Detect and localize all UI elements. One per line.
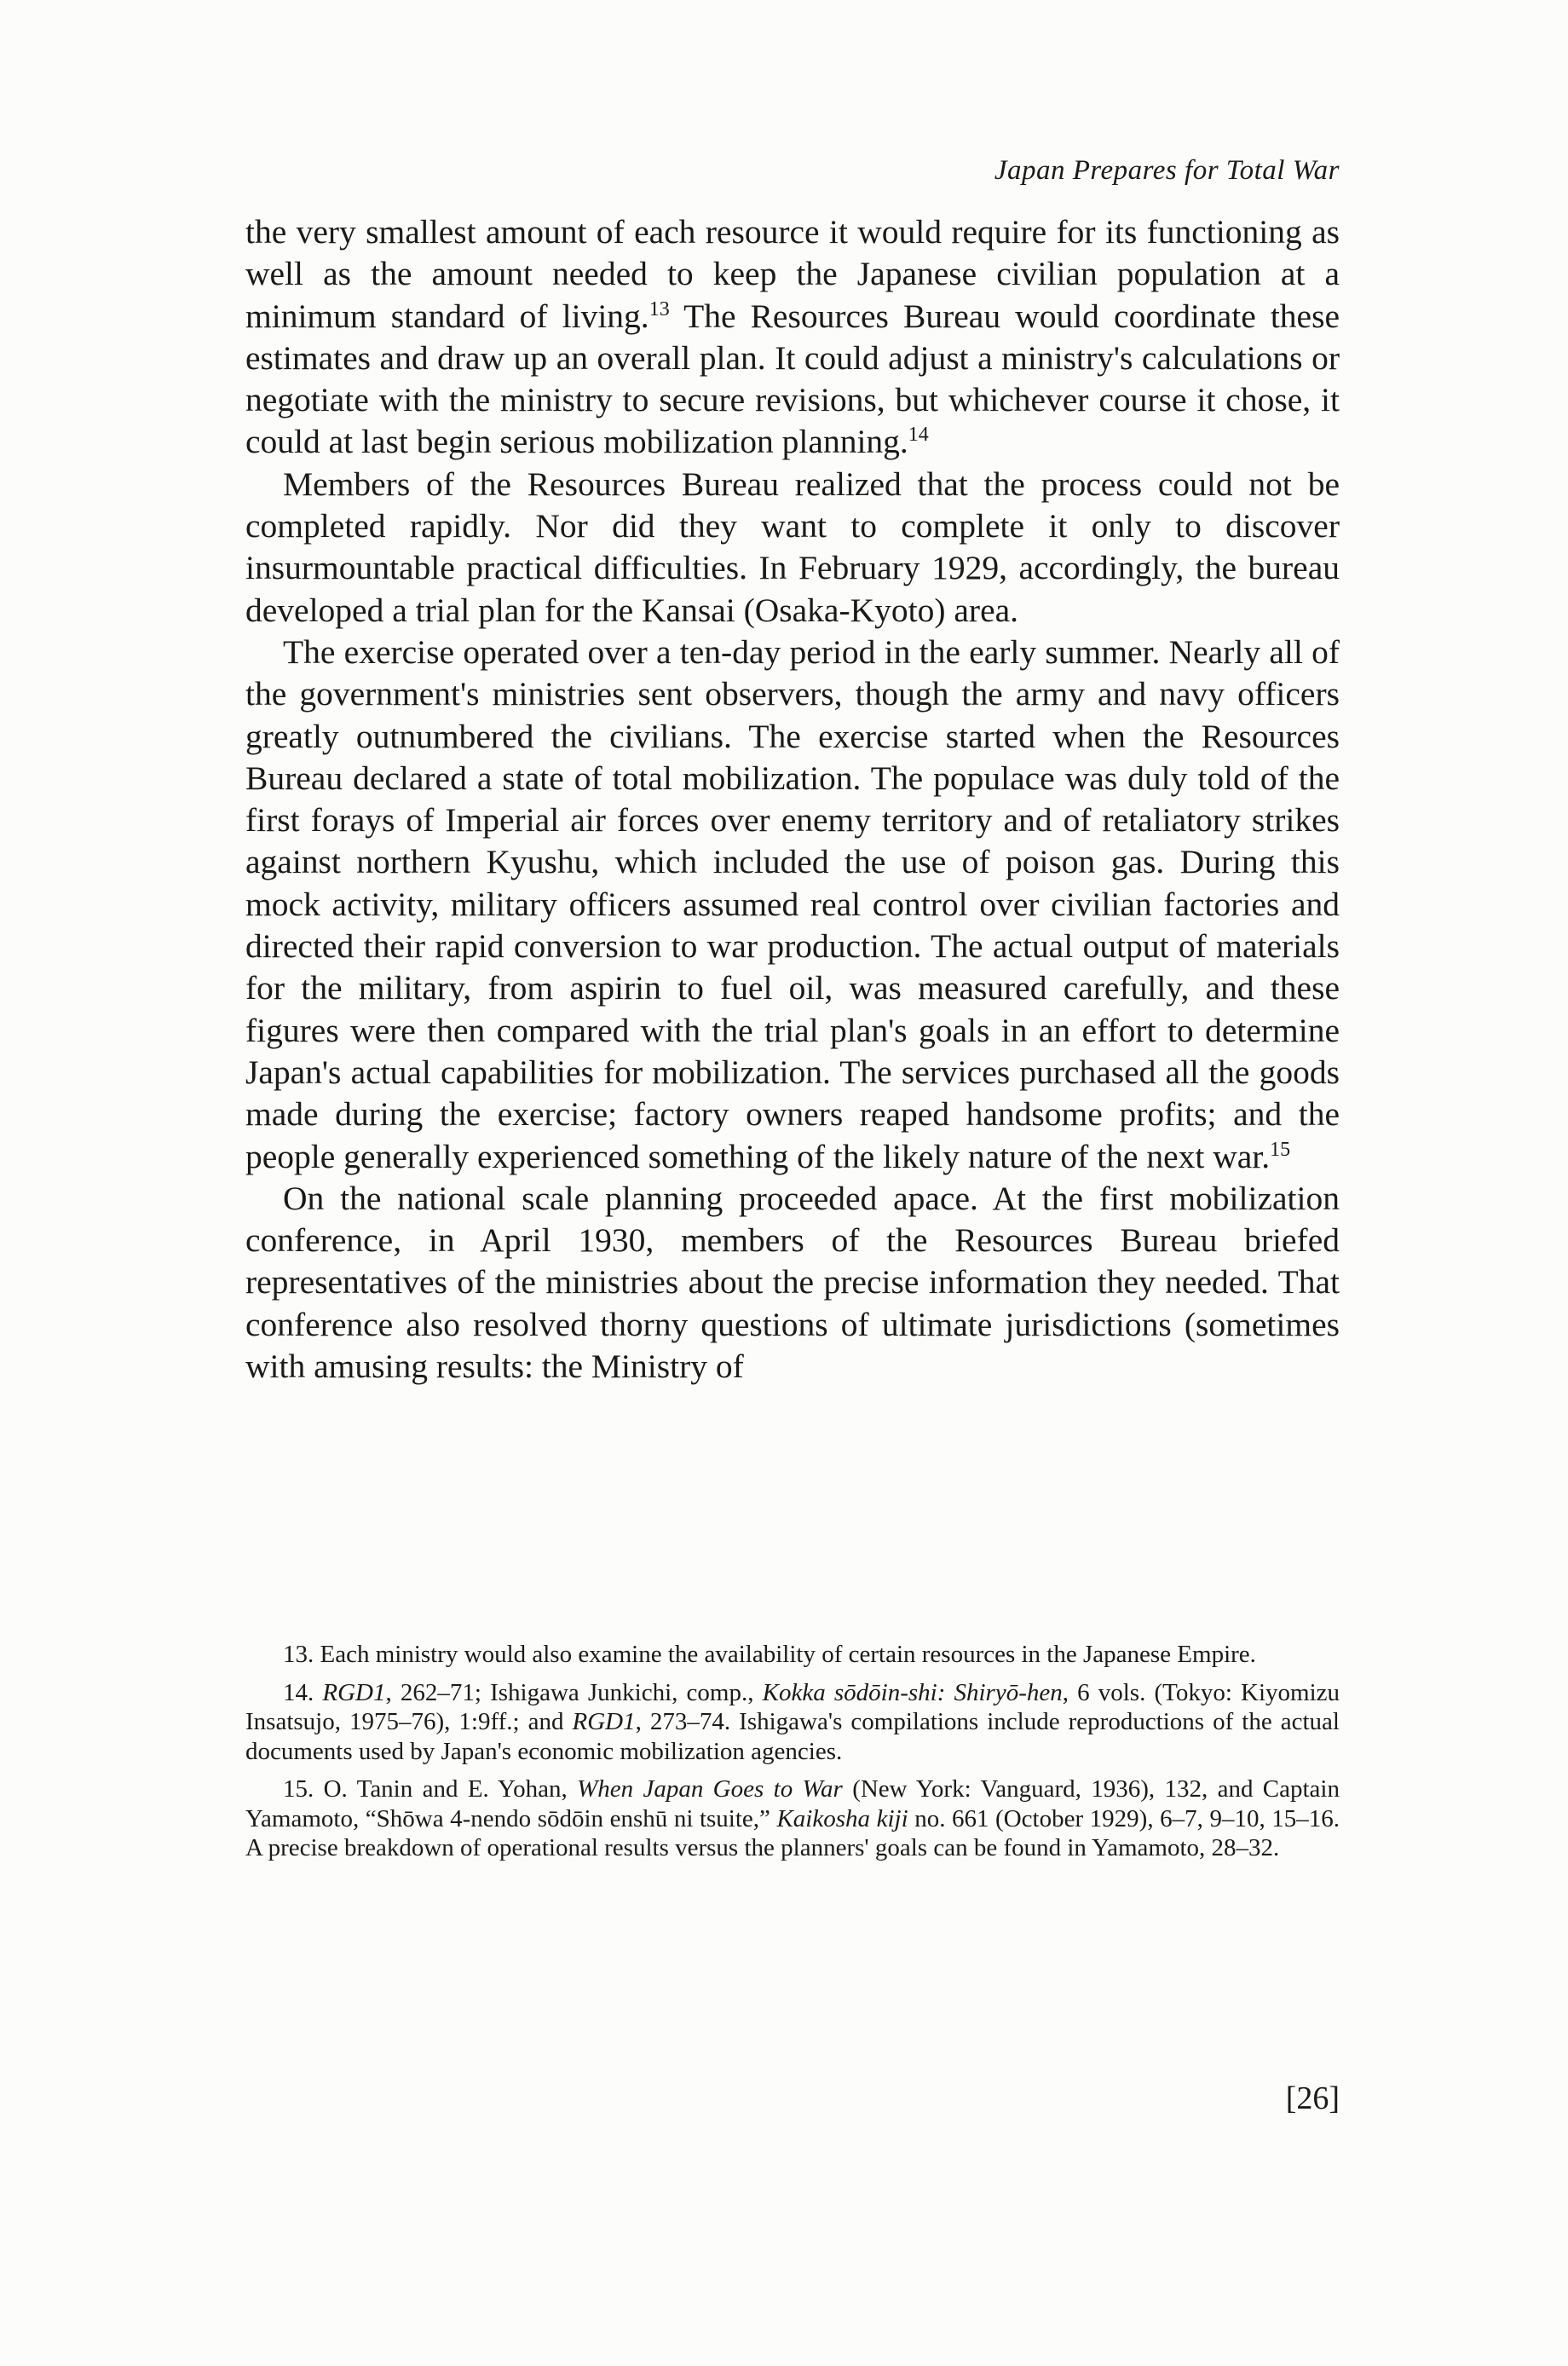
note-ref-14: 14 <box>908 424 929 447</box>
footnotes <box>245 1640 1340 1872</box>
paragraph-3-text: The exercise operated over a ten-day period in the early summer. Nearly all of the government's ministries sent observers, though the army and navy officers greatly outnumbered the civilians. The exercise started when the Resources Bureau declared a state of total mobilization. The populace was duly told of the first forays of Imperial air forces over enemy territory and of retaliatory strikes against northern Kyushu, which included the use of poison gas. During this mock activity, military officers assumed real control over civilian factories and directed their rapid conversion to war production. The actual output of materials for the military, from aspirin to fuel oil, was measured carefully, and these figures were then compared with the trial plan's goals in an effort to determine Japan's actual capabilities for mobilization. The services purchased all the goods made during the exercise; factory owners reaped handsome profits; and the people generally experienced something of the likely nature of the next war. <box>245 632 1340 1175</box>
note-ref-13: 13 <box>649 297 670 320</box>
footnote-14 <box>245 1678 1340 1767</box>
page-number: [26] <box>1285 2080 1340 2116</box>
footnote-15-title-1: When Japan Goes to War <box>577 1775 843 1803</box>
body-text <box>245 211 1340 1388</box>
footnote-14-title-2: Kokka sōdōin-shi: Shiryō-hen <box>762 1678 1063 1706</box>
footnote-13: 13. Each ministry would also examine the availability of certain resources in the Japanese Empire. <box>283 1641 1256 1668</box>
paragraph-2: Members of the Resources Bureau realized that the process could not be completed rapidly. Nor did they want to complete it only to discover insurmountable practical difficulties. In February 1929, accordingly, the bureau developed a trial plan for the Kansai (Osaka-Kyoto) area. <box>245 465 1340 629</box>
footnote-14-number: 14. <box>283 1678 323 1706</box>
paragraph-3 <box>245 632 1340 1178</box>
footnote-14-text-d: , 273–74. Ishigawa's compilations include reproductions of the actual documents used by Japan's economic mobilization agencies. <box>245 1708 1340 1765</box>
footnote-15 <box>245 1774 1340 1863</box>
footnote-15-text-a: 15. O. Tanin and E. Yohan, <box>283 1775 578 1803</box>
footnote-14-text-c: , 6 vols. (Tokyo: Kiyomizu Insatsujo, 1975–76), 1:9ff.; and <box>245 1678 1340 1735</box>
paragraph-1-text-b: The Resources Bureau would coordinate these estimates and draw up an overall plan. It could adjust a ministry's calculations or negotiate with the ministry to secure revisions, but whichever course it chose, it could at last begin serious mobilization planning. <box>245 297 1340 461</box>
running-head: Japan Prepares for Total War <box>994 155 1340 186</box>
paragraph-1 <box>245 211 1340 464</box>
footnote-15-text-b: (New York: Vanguard, 1936), 132, and Captain Yamamoto, “Shōwa 4-nendo sōdōin enshū ni tsuite,” <box>245 1775 1340 1832</box>
footnote-14-title-3: RGD1 <box>572 1708 636 1735</box>
paragraph-1-text-a: the very smallest amount of each resource it would require for its functioning as well as the amount needed to keep the Japanese civilian population at a minimum standard of living. <box>245 213 1340 335</box>
paragraph-4: On the national scale planning proceeded apace. At the first mobilization conference, in April 1930, members of the Resources Bureau briefed representatives of the ministries about the precise information they needed. That conference also resolved thorny questions of ultimate jurisdictions (sometimes with amusing results: the Ministry of <box>245 1179 1340 1386</box>
footnote-15-text-c: no. 661 (October 1929), 6–7, 9–10, 15–16. A precise breakdown of operational results versus the planners' goals can be found in Yamamoto, 28–32. <box>245 1804 1340 1861</box>
footnote-15-title-2: Kaikosha kiji <box>776 1804 908 1832</box>
footnote-14-text-b: , 262–71; Ishigawa Junkichi, comp., <box>385 1678 763 1706</box>
note-ref-15: 15 <box>1270 1138 1291 1161</box>
footnote-14-title-1: RGD1 <box>322 1678 386 1706</box>
